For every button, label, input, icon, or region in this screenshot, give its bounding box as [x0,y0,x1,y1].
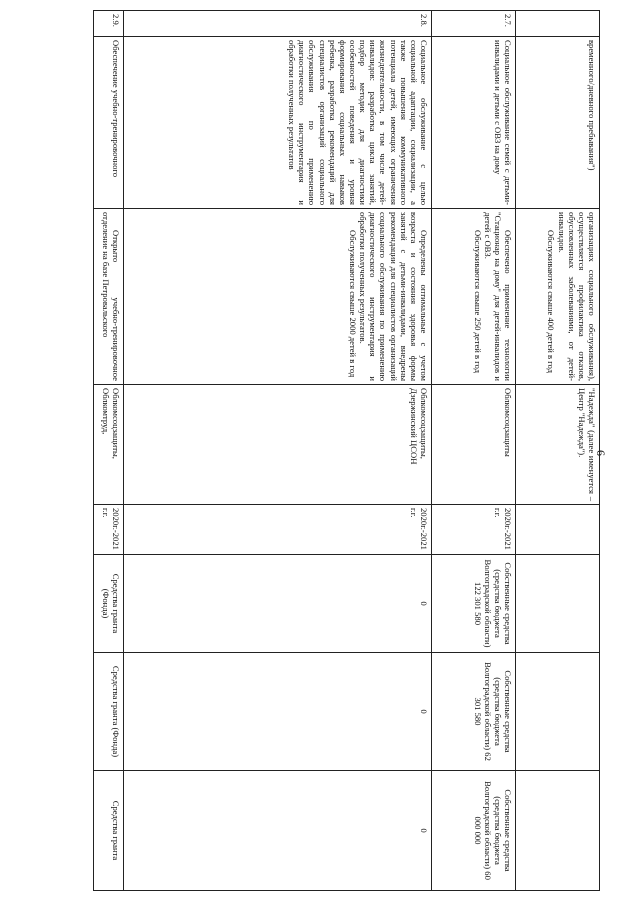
result-text: Открыто учебно-тренировочное отделение на базе Петровальского [100,212,121,381]
period: 2020г.-2021г.г. [432,505,516,555]
executor: Облкомсоцзащиты, Облкомтруд, [94,385,124,505]
rotated-table-canvas [90,10,600,890]
row-number: 2.9. [94,11,124,37]
expected-result [124,209,432,385]
table-row [516,11,600,891]
table-row [124,11,432,891]
period: 2020г.-2021г.г. [124,505,432,555]
funding-total: 0 [124,555,432,653]
executor: Облкомсоцзащиты, Дзержинский ЦСОН [124,385,432,505]
funding-2021: 0 [124,771,432,891]
funding-2020 [516,653,600,771]
result-text: Определены оптимальные с учетом возраста и состояния здоровья формы занятий с детьми-инвалидами, внедрены рекомендации для специалистов организаций социального обслуживания по применению диагностического инструментария и обработки полученных результатов. [358,212,429,381]
activity-name: Социальное обслуживание семей с детьми-инвалидами и детьми с ОВЗ на дому [432,37,516,209]
expected-result [516,209,600,385]
activity-name: временного/дневного пребывания") [516,37,600,209]
expected-result [94,209,124,385]
funding-2020: Средства гранта (Фонда) [94,653,124,771]
funding-total [516,555,600,653]
page-number: 6 [594,450,608,456]
funding-total: Собственные средства (средства бюджета Волгоградской области) 122 301 580 [432,555,516,653]
funding-2021: Собственные средства (средства бюджета Волгоградской области) 60 000 000 [432,771,516,891]
table-row [432,11,516,891]
period: 2020г.-2021г.г. [94,505,124,555]
funding-2021 [516,771,600,891]
table-row [94,11,124,891]
result-text: Обеспечено применение технологии "Стационар на дому" для детей-инвалидов и детей с ОВЗ. [482,212,513,381]
row-number: 2.8. [124,11,432,37]
funding-2020: Собственные средства (средства бюджета Волгоградской области) 62 301 580 [432,653,516,771]
row-number [516,11,600,37]
funding-2021: Средства гранта [94,771,124,891]
executor: Облкомсоцзащиты [432,385,516,505]
row-number: 2.7. [432,11,516,37]
activity-name: Социальное обслуживание с целью социальной адаптации, социализации, а также повышения коммуникативного потенциала детей, имеющих ограничения жизнедеятельности, в том числе детей-инвалидов: разработка цикла занятий, подбор методик для диагностики особенностей поведения и уровня формирования социальных навыков ребенка, разработка рекомендаций для специалистов организаций социального обслуживания по применению диагностического инструментария и обработки полученных результатов [124,37,432,209]
funding-2020: 0 [124,653,432,771]
result-text: организациях социального обслуживания), осуществляется профилактика отказов, обусловленных заболеваниями, от детей-инвалидов. [556,212,597,381]
executor: "Надежда" (далее именуется – Центр "Надежда"). [516,385,600,505]
table-area [90,10,600,890]
result-text: Обслуживаются свыше 400 детей в год [546,230,557,373]
period [516,505,600,555]
activity-name: Обеспечение учебно-тренировочного [94,37,124,209]
funding-total: Средства гранта (Фонда) [94,555,124,653]
result-text: Обслуживаются свыше 250 детей в год [472,230,483,373]
activities-table [93,10,600,891]
expected-result [432,209,516,385]
result-text: Обслуживаются свыше 2000 детей в год [348,230,359,378]
